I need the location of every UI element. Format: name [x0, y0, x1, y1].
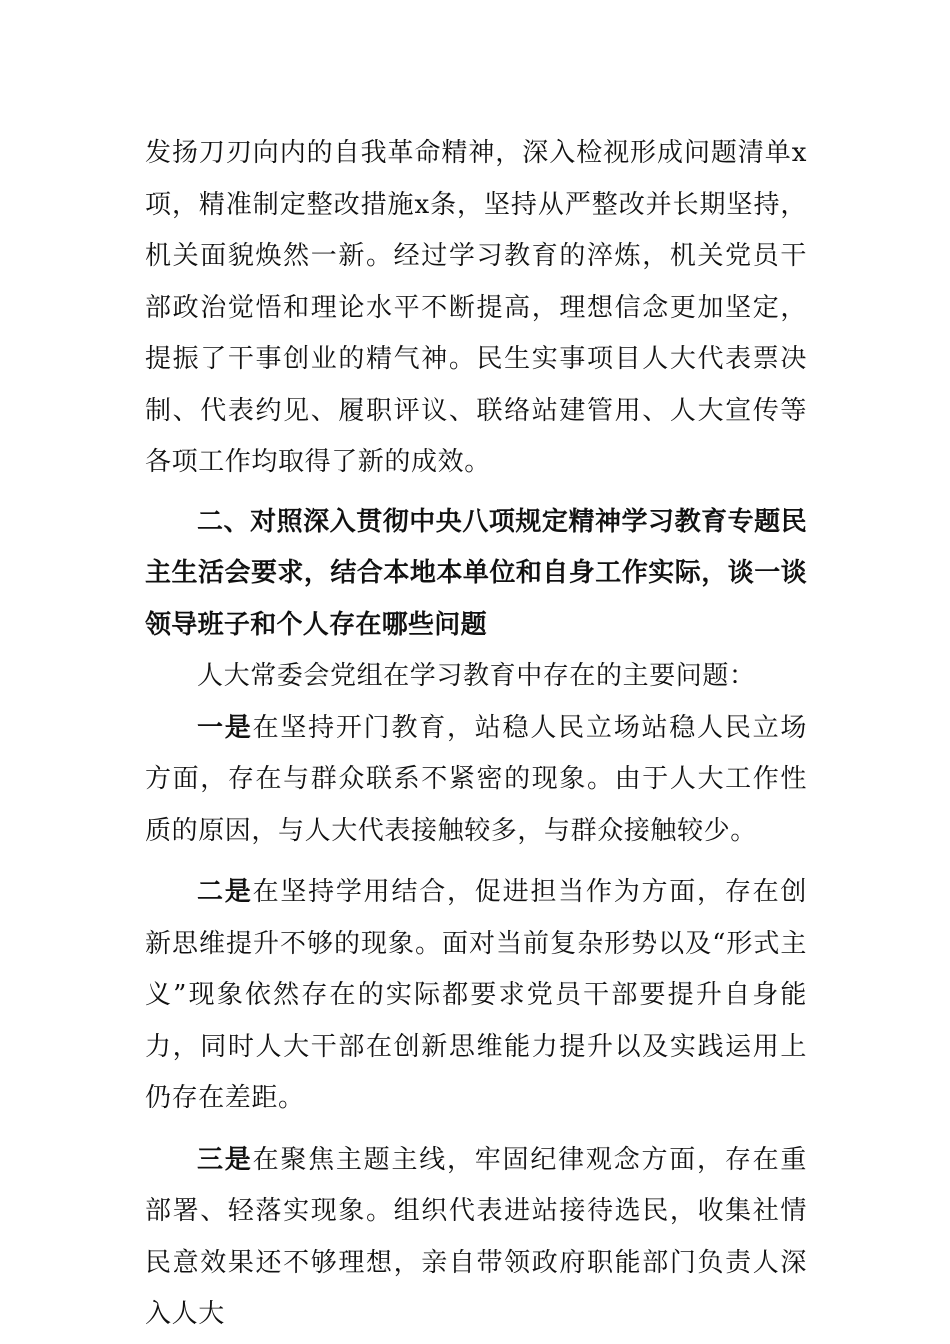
paragraph-item-two — [145, 867, 807, 1125]
item-two-lead: 二是 — [197, 877, 253, 907]
paragraph-continuation: 发扬刀刃向内的自我革命精神，深入检视形成问题清单x项，精准制定整改措施x条，坚持从严整改并长期坚持，机关面貌焕然一新。经过学习教育的淬炼，机关党员干部政治觉悟和理论水平不断提高，理想信念更加坚定，提振了干事创业的精气神。民生实事项目人大代表票决制、代表约见、履职评议、联络站建管用、人大宣传等各项工作均取得了新的成效。 — [145, 138, 807, 477]
item-one-lead: 一是 — [197, 712, 253, 743]
item-three-body: 在聚焦主题主线，牢固纪律观念方面，存在重部署、轻落实现象。组织代表进站接待选民，收集社情民意效果还不够理想，亲自带领政府职能部门负责人深入人大 — [145, 1144, 807, 1329]
section-heading-two: 二、对照深入贯彻中央八项规定精神学习教育专题民主生活会要求，结合本地本单位和自身工作实际，谈一谈领导班子和个人存在哪些问题 — [145, 506, 807, 640]
item-one-body: 在坚持开门教育，站稳人民立场站稳人民立场方面，存在与群众联系不紧密的现象。由于人大工作性质的原因，与人大代表接触较多，与群众接触较少。 — [145, 712, 807, 846]
paragraph-intro: 人大常委会党组在学习教育中存在的主要问题： — [197, 661, 756, 691]
paragraph-item-one — [145, 703, 807, 858]
document-body — [145, 128, 807, 1341]
paragraph-item-three — [145, 1135, 807, 1341]
item-three-lead: 三是 — [197, 1144, 253, 1175]
item-two-body: 在坚持学用结合，促进担当作为方面，存在创新思维提升不够的现象。面对当前复杂形势以及“形式主义”现象依然存在的实际都要求党员干部要提升自身能力，同时人大干部在创新思维能力提升以及实践运用上仍存在差距。 — [145, 877, 807, 1113]
